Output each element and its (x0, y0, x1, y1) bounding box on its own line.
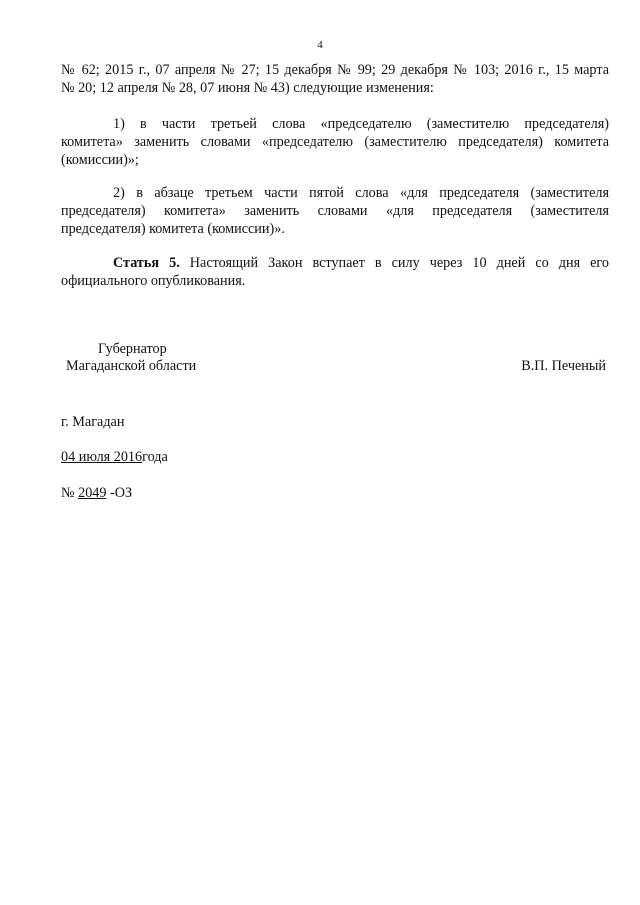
law-number-prefix: № (61, 485, 79, 501)
item-1-paragraph (61, 115, 609, 169)
signature-title-line-1: Губернатор (98, 341, 167, 357)
item-2-line-3: председателя) комитета (комиссии)». (61, 221, 285, 237)
item-1-line-3: (комиссии)»; (61, 152, 139, 168)
intro-line-1: № 62; 2015 г., 07 апреля № 27; 15 декабря № 99; 29 декабря № 103; 2016 г., 15 марта (61, 62, 609, 78)
article-5-text: Настоящий Закон вступает в силу через 10 дней со дня его (179, 255, 609, 271)
item-2-line-2: председателя) комитета» заменить словами «для председателя (заместителя (61, 203, 609, 219)
law-number-suffix: -ОЗ (106, 485, 133, 501)
article-5-label: Статья 5. (113, 255, 180, 271)
item-2-line-1: 2) в абзаце третьем части пятой слова «для председателя (заместителя (113, 185, 609, 201)
signature-title-line-2: Магаданской области (66, 358, 197, 374)
signing-date (61, 448, 168, 466)
signature-name: В.П. Печеный (521, 358, 606, 374)
item-1-line-1: 1) в части третьей слова «председателю (заместителю председателя) (113, 116, 609, 132)
signing-date-value: 04 июля 2016 (61, 449, 143, 465)
law-number (61, 484, 132, 502)
page-number: 4 (317, 39, 323, 51)
article-5-line-2: официального опубликования. (61, 273, 246, 289)
item-2-paragraph (61, 184, 609, 238)
intro-line-2: № 20; 12 апреля № 28, 07 июня № 43) следующие изменения: (61, 80, 434, 96)
law-number-value: 2049 (78, 485, 107, 501)
place-of-signing: г. Магадан (61, 414, 125, 430)
item-1-line-2: комитета» заменить словами «председателю (заместителю председателя) комитета (61, 134, 609, 150)
intro-paragraph (61, 61, 609, 97)
signing-date-suffix: года (142, 449, 168, 465)
article-5-paragraph (61, 254, 609, 290)
article-5-line-1 (61, 254, 609, 272)
